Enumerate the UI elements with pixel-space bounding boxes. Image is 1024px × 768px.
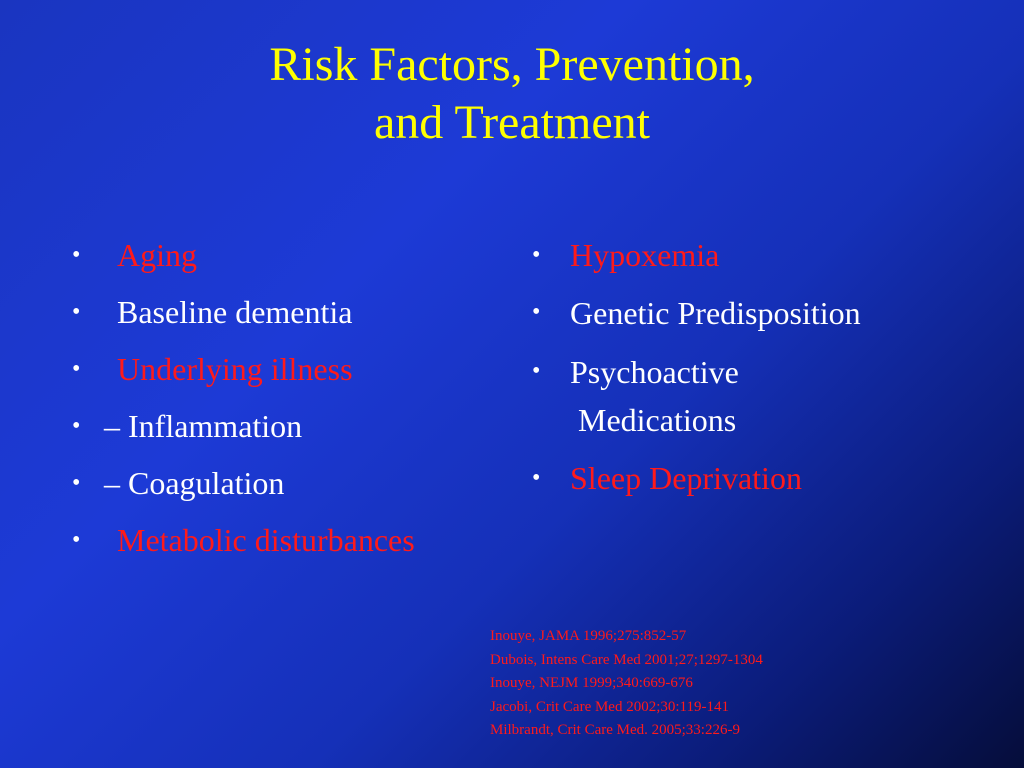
bullet-icon: • <box>532 465 541 491</box>
title-line-1: Risk Factors, Prevention, <box>269 38 755 91</box>
references-list <box>490 625 763 743</box>
bullet-icon: • <box>72 242 81 268</box>
bullet-icon: • <box>72 413 81 439</box>
list-item-text: Underlying illness <box>117 351 353 387</box>
list-item-text: Baseline dementia <box>117 294 353 330</box>
bullet-icon: • <box>72 470 81 496</box>
list-item-text: Genetic Predisposition <box>570 295 861 331</box>
list-item-text: Aging <box>117 237 197 273</box>
list-item <box>72 346 512 392</box>
right-bullet-list <box>532 232 902 512</box>
bullet-icon: • <box>72 527 81 553</box>
bullet-icon: • <box>72 356 81 382</box>
list-item <box>72 232 512 278</box>
reference-item: Jacobi, Crit Care Med 2002;30:119-141 <box>490 698 729 715</box>
bullet-icon: • <box>532 242 541 268</box>
bullet-icon: • <box>532 299 541 325</box>
list-item-text: Metabolic disturbances <box>117 522 415 558</box>
title-line-2: and Treatment <box>374 96 650 149</box>
slide-title <box>0 36 1024 152</box>
list-item <box>532 348 902 444</box>
reference-item: Inouye, NEJM 1999;340:669-676 <box>490 675 693 691</box>
bullet-icon: • <box>72 299 81 325</box>
list-item-text: Sleep Deprivation <box>570 460 802 496</box>
left-bullet-list <box>72 232 512 574</box>
list-item-text: – Inflammation <box>104 408 303 444</box>
list-item <box>532 289 902 337</box>
bullet-icon: • <box>532 358 541 384</box>
list-item <box>72 289 512 335</box>
list-item <box>72 517 512 563</box>
list-item-text: Hypoxemia <box>570 237 720 273</box>
reference-item: Inouye, JAMA 1996;275:852-57 <box>490 628 687 644</box>
list-item-text: – Coagulation <box>104 465 285 501</box>
list-item <box>532 232 902 278</box>
list-item <box>72 403 512 449</box>
list-item-text: Psychoactive Medications <box>570 354 739 438</box>
list-item <box>72 460 512 506</box>
list-item <box>532 455 902 501</box>
reference-item: Milbrandt, Crit Care Med. 2005;33:226-9 <box>490 722 740 738</box>
reference-item: Dubois, Intens Care Med 2001;27;1297-1304 <box>490 651 763 668</box>
